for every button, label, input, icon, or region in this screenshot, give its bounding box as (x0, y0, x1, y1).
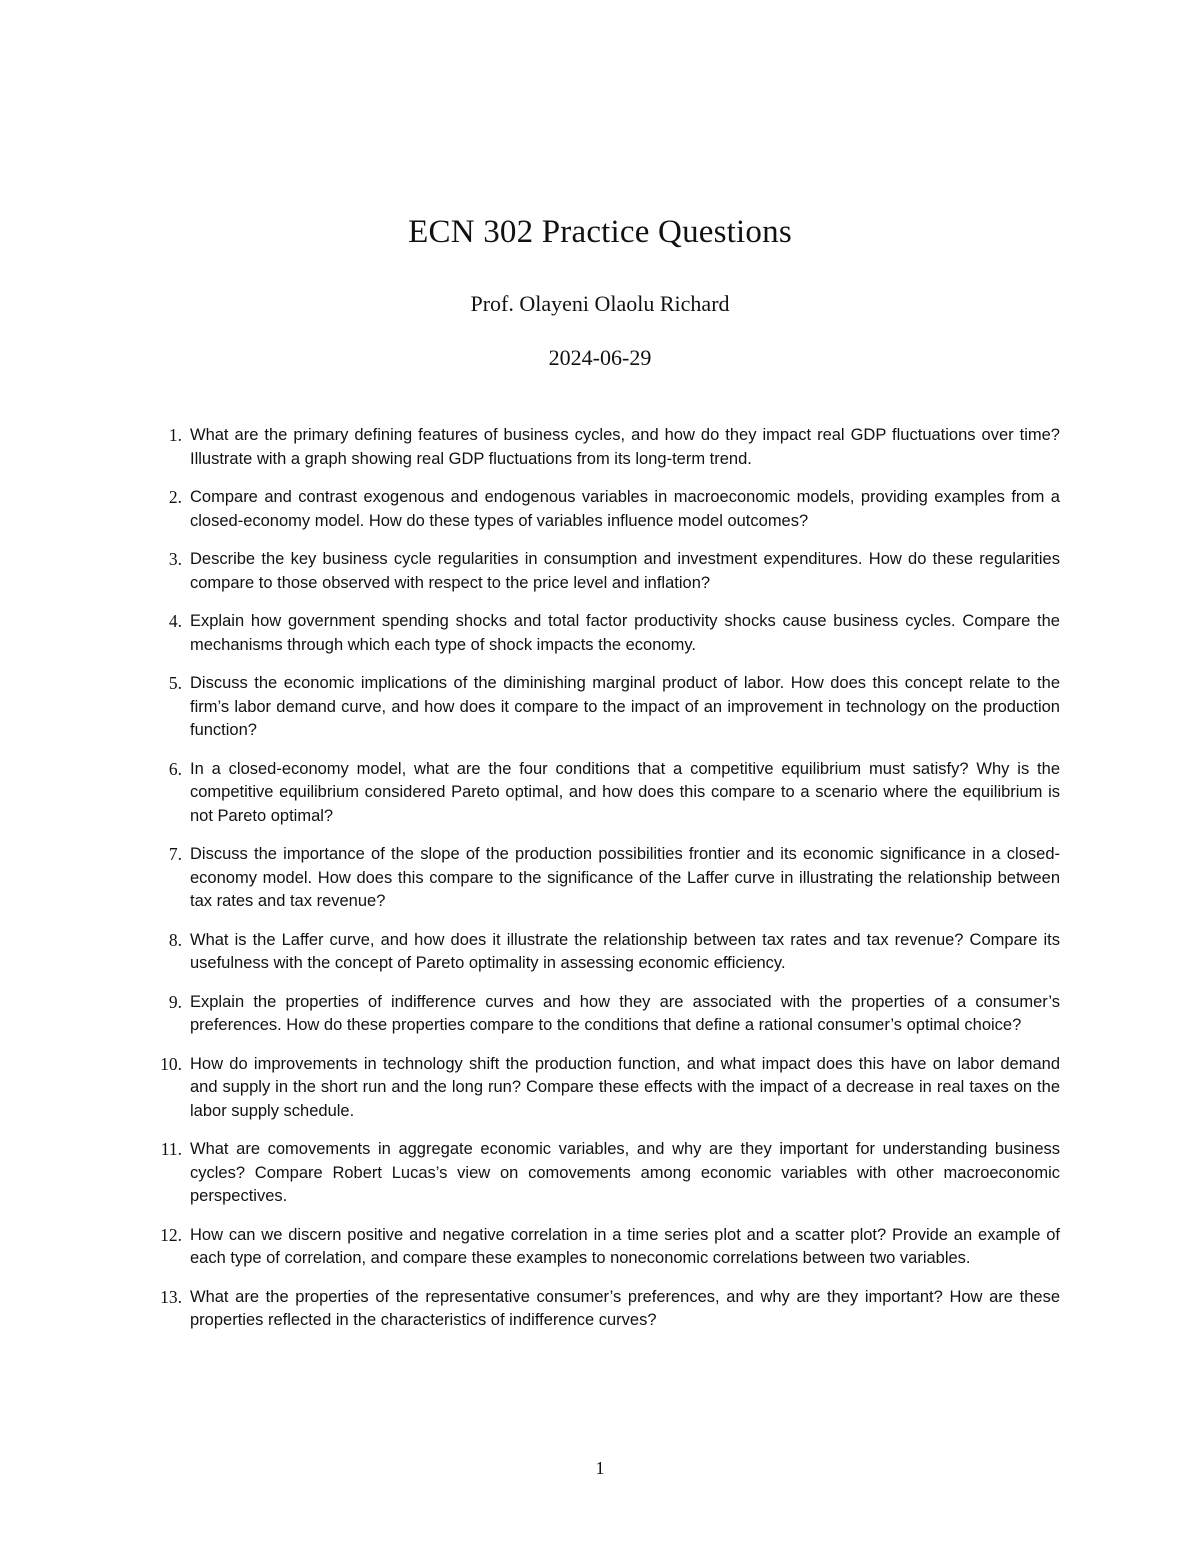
question-number: 11. (160, 1139, 182, 1159)
question-text: How can we discern positive and negative correlation in a time series plot and a scatter plot? Provide an example of each type of correlation, and compare these examples to noneconomic correlations between two variables. (190, 1225, 1060, 1267)
question-item (150, 991, 1060, 1038)
question-number: 2. (168, 487, 182, 507)
question-list (150, 424, 1060, 1348)
question-item (150, 672, 1060, 743)
document-title: ECN 302 Practice Questions (408, 214, 792, 250)
question-item (150, 1286, 1060, 1333)
question-item (150, 1138, 1060, 1209)
question-text: Discuss the importance of the slope of the production possibilities frontier and its economic significance in a closed-economy model. How does this compare to the significance of the Laffer curve in illustrating the relationship between tax rates and tax revenue? (190, 845, 1060, 910)
question-number: 7. (168, 844, 182, 864)
question-item (150, 424, 1060, 471)
question-text: Explain how government spending shocks and total factor productivity shocks cause business cycles. Compare the mechanisms through which each type of shock impacts the economy. (190, 612, 1060, 654)
question-item (150, 548, 1060, 595)
question-text: What are the properties of the representative consumer’s preferences, and why are they important? How are these properties reflected in the characteristics of indifference curves? (190, 1287, 1060, 1329)
question-number: 9. (168, 991, 182, 1012)
question-text: Compare and contrast exogenous and endogenous variables in macroeconomic models, providing examples from a closed-economy model. How do these types of variables influence model outcomes? (190, 488, 1060, 530)
question-item (150, 1053, 1060, 1124)
question-text: In a closed-economy model, what are the four conditions that a competitive equilibrium must satisfy? Why is the competitive equilibrium considered Pareto optimal, and how does this compare to a scenario where the equilibrium is not Pareto optimal? (190, 759, 1060, 825)
question-number: 13. (160, 1286, 182, 1307)
question-number: 12. (160, 1224, 182, 1245)
question-item (150, 929, 1060, 976)
question-number: 5. (168, 673, 182, 693)
question-item (150, 758, 1060, 829)
page-number: 1 (595, 1458, 605, 1478)
question-text: What are comovements in aggregate economic variables, and why are they important for understanding business cycles? Compare Robert Lucas’s view on comovements among economic variables with other macroeconomic perspectives. (190, 1140, 1060, 1205)
question-item (150, 486, 1060, 533)
question-text: What is the Laffer curve, and how does it illustrate the relationship between tax rates and tax revenue? Compare its usefulness with the concept of Pareto optimality in assessing economic efficiency. (190, 930, 1060, 972)
question-text: Discuss the economic implications of the diminishing marginal product of labor. How does this concept relate to the firm’s labor demand curve, and how does it compare to the impact of an improvement in technology on the production function? (190, 674, 1060, 739)
question-number: 6. (168, 758, 182, 779)
question-number: 8. (168, 929, 182, 950)
question-number: 1. (168, 425, 182, 445)
document-date: 2024-06-29 (548, 345, 652, 370)
question-text: What are the primary defining features of business cycles, and how do they impact real GDP fluctuations over time? Illustrate with a graph showing real GDP fluctuations from its long-term trend. (190, 426, 1060, 468)
document-author: Prof. Olayeni Olaolu Richard (470, 291, 730, 316)
question-item (150, 843, 1060, 914)
question-text: Explain the properties of indifference curves and how they are associated with the properties of a consumer’s preferences. How do these properties compare to the conditions that define a rational consumer’s optimal choice? (190, 992, 1060, 1034)
question-item (150, 1224, 1060, 1271)
question-text: How do improvements in technology shift the production function, and what impact does this have on labor demand and supply in the short run and the long run? Compare these effects with the impact of a decrease in real taxes on the labor supply schedule. (190, 1054, 1060, 1120)
question-number: 10. (160, 1053, 182, 1074)
question-text: Describe the key business cycle regularities in consumption and investment expenditures. How do these regularities compare to those observed with respect to the price level and inflation? (190, 550, 1060, 592)
question-item (150, 610, 1060, 657)
question-number: 3. (168, 549, 182, 569)
question-number: 4. (168, 611, 182, 631)
